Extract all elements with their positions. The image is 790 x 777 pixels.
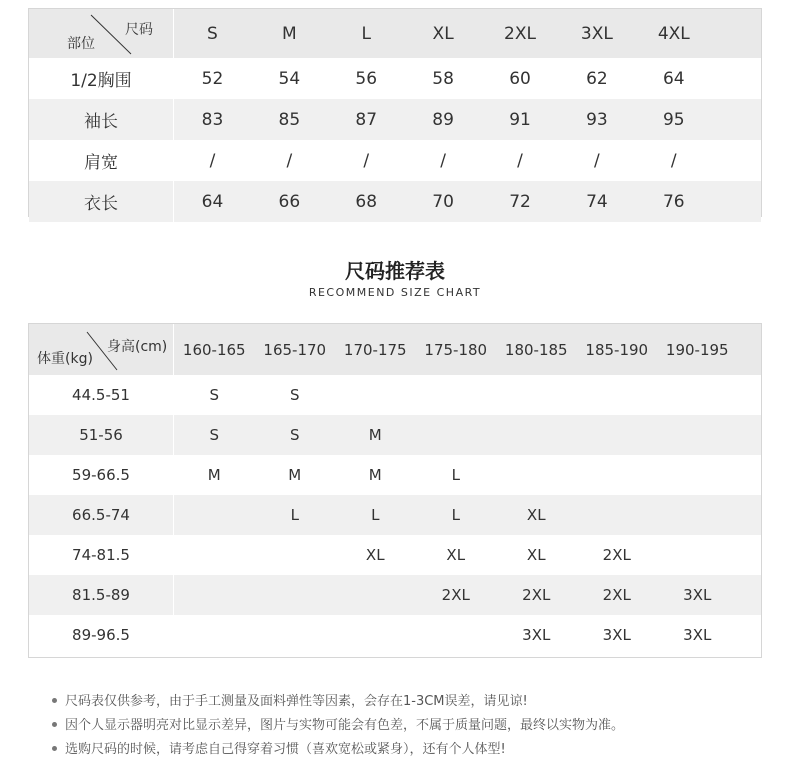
size-row (29, 58, 761, 99)
row-label: 66.5-74 (72, 506, 130, 524)
table-cell: M (368, 466, 382, 484)
size-col-header: 3XL (580, 23, 613, 44)
height-col-header: 165-170 (263, 340, 327, 359)
table-cell: / (670, 150, 677, 171)
recommend-subtitle: RECOMMEND SIZE CHART (308, 286, 482, 299)
table-cell: 2XL (441, 586, 470, 604)
recommend-title: 尺码推荐表 (345, 259, 445, 283)
size-col-header: S (207, 23, 218, 44)
note-item (52, 690, 624, 714)
divider (173, 495, 174, 535)
table-cell: / (440, 150, 446, 171)
table-cell: 2XL (522, 586, 551, 604)
size-table-body (29, 58, 761, 222)
table-cell: 3XL (522, 626, 551, 644)
size-col-header: XL (432, 23, 454, 44)
table-cell: 66 (278, 191, 301, 212)
table-cell: 89 (432, 109, 454, 130)
size-measurement-table (28, 8, 762, 217)
row-label: 89-96.5 (72, 626, 130, 644)
row-label: 74-81.5 (72, 546, 130, 564)
row-label: 肩宽 (84, 153, 118, 173)
table-cell: 91 (509, 109, 531, 130)
bullet-icon (52, 746, 57, 751)
note-text: 选购尺码的时候，请考虑自己得穿着习惯（喜欢宽松或紧身），还有个人体型! (65, 742, 506, 757)
row-label: 衣长 (84, 194, 118, 214)
table-cell: M (368, 426, 382, 444)
table-cell: XL (365, 546, 385, 564)
table-cell: 56 (355, 68, 378, 89)
divider (173, 535, 174, 575)
table-cell: L (371, 506, 380, 524)
table-cell: L (451, 466, 460, 484)
table-cell: 70 (432, 191, 454, 212)
recommend-row (29, 375, 761, 415)
note-item (52, 738, 624, 762)
corner-label-part: 部位 (67, 36, 95, 52)
table-cell: 74 (586, 191, 608, 212)
row-label: 51-56 (79, 426, 123, 444)
table-cell: 60 (509, 68, 531, 89)
table-cell: 62 (586, 68, 608, 89)
corner-label-size: 尺码 (125, 22, 153, 38)
row-label: 59-66.5 (72, 466, 130, 484)
table-cell: 85 (278, 109, 301, 130)
notes-list (52, 690, 624, 762)
table-cell: / (594, 150, 600, 171)
table-cell: 83 (201, 109, 224, 130)
table-cell: 3XL (683, 586, 712, 604)
table-cell: / (517, 150, 523, 171)
height-col-header: 170-175 (343, 340, 407, 359)
corner-diagonal-cell (29, 324, 173, 375)
height-header-row (29, 324, 761, 375)
bullet-icon (52, 722, 57, 727)
size-row (29, 99, 761, 140)
table-cell: 54 (278, 68, 301, 89)
table-cell: 87 (355, 109, 378, 130)
note-text: 因个人显示器明亮对比显示差异，图片与实物可能会有色差，不属于质量问题，最终以实物为准。 (65, 718, 625, 733)
table-cell: XL (446, 546, 466, 564)
row-label: 1/2胸围 (70, 71, 132, 91)
table-cell: 2XL (602, 546, 631, 564)
height-col-header: 185-190 (585, 340, 649, 359)
table-cell: 72 (509, 191, 531, 212)
table-cell: 2XL (602, 586, 631, 604)
corner-label-weight: 体重(kg) (37, 351, 93, 367)
size-col-header: 2XL (504, 23, 536, 44)
table-cell: S (289, 426, 300, 444)
table-cell: XL (526, 506, 546, 524)
table-cell: / (363, 150, 370, 171)
table-cell: 64 (662, 68, 685, 89)
corner-label-height: 身高(cm) (107, 339, 168, 355)
table-cell: 95 (662, 109, 685, 130)
table-cell: / (209, 150, 216, 171)
table-cell: / (286, 150, 293, 171)
row-label: 81.5-89 (72, 586, 130, 604)
row-label: 44.5-51 (72, 386, 130, 404)
note-text: 尺码表仅供参考，由于手工测量及面料弹性等因素，会存在1-3CM误差，请见谅! (65, 694, 528, 709)
recommend-row (29, 455, 761, 495)
size-recommend-table (28, 323, 762, 658)
table-cell: 76 (662, 191, 685, 212)
divider (173, 615, 174, 655)
table-cell: 3XL (602, 626, 631, 644)
height-col-header: 175-180 (424, 340, 488, 359)
size-header-row (29, 9, 761, 58)
table-cell: M (207, 466, 221, 484)
corner-diagonal-cell (29, 9, 173, 58)
size-col-header: L (361, 23, 371, 44)
size-row (29, 140, 761, 181)
table-cell: 68 (355, 191, 378, 212)
height-col-header: 180-185 (504, 340, 568, 359)
recommend-row (29, 535, 761, 575)
note-item (52, 714, 624, 738)
table-cell: 64 (201, 191, 224, 212)
table-cell: S (209, 386, 220, 404)
table-cell: 52 (201, 68, 224, 89)
row-label: 袖长 (84, 112, 118, 132)
divider (173, 575, 174, 615)
height-col-header: 160-165 (182, 340, 246, 359)
size-row (29, 181, 761, 222)
table-cell: S (289, 386, 300, 404)
height-col-header: 190-195 (665, 340, 729, 359)
recommend-row (29, 415, 761, 455)
size-col-header: 4XL (657, 23, 690, 44)
table-cell: L (290, 506, 299, 524)
table-cell: 93 (586, 109, 608, 130)
size-col-header: M (282, 23, 297, 44)
table-cell: XL (526, 546, 546, 564)
table-cell: S (209, 426, 220, 444)
table-cell: 58 (432, 68, 454, 89)
table-cell: L (451, 506, 460, 524)
table-cell: 3XL (683, 626, 712, 644)
recommend-row (29, 495, 761, 535)
bullet-icon (52, 698, 57, 703)
recommend-table-body (29, 375, 761, 655)
recommend-row (29, 615, 761, 655)
recommend-row (29, 575, 761, 615)
table-cell: M (288, 466, 302, 484)
